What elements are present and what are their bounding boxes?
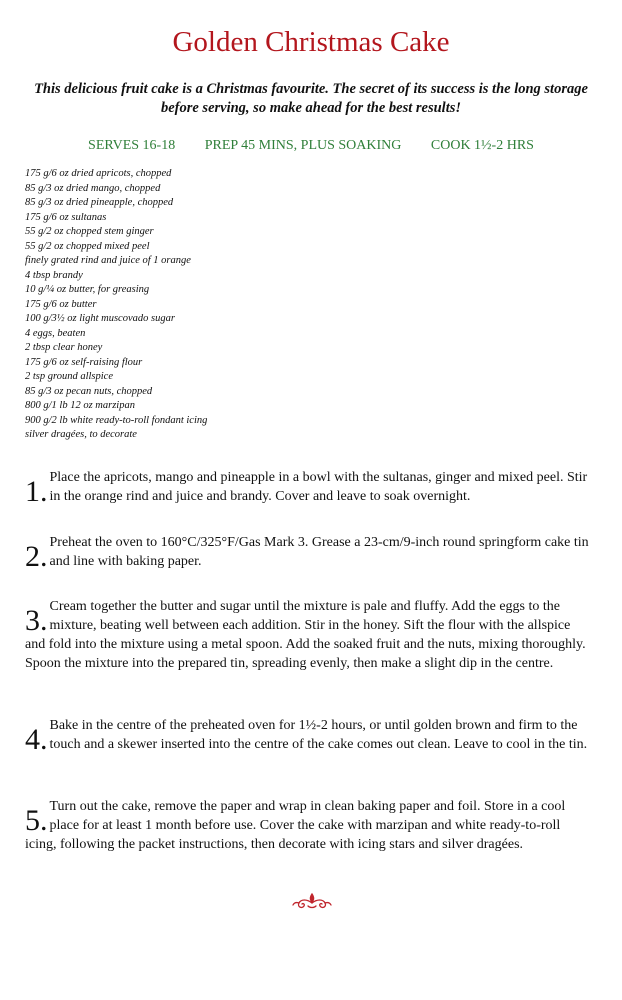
- ingredient-item: 4 eggs, beaten: [25, 327, 86, 339]
- ingredient-item: 175 g/6 oz butter: [25, 298, 97, 310]
- ingredient-item: 175 g/6 oz dried apricots, chopped: [25, 168, 172, 179]
- step-text: Bake in the centre of the preheated oven for 1½-2 hours, or until golden brown and firm to the touch and a skewer inserted into the centre of the cake comes out clean. Leave to cool in the tin.: [49, 718, 588, 752]
- ingredient-item: 85 g/3 oz dried pineapple, chopped: [25, 197, 174, 208]
- step-number: 5.: [25, 804, 48, 837]
- ingredient-item: 85 g/3 oz pecan nuts, chopped: [25, 385, 153, 397]
- recipe-meta: [0, 138, 622, 154]
- ingredient-item: finely grated rind and juice of 1 orange: [25, 255, 191, 266]
- step-number: 4.: [25, 723, 48, 756]
- ingredient-item: 2 tbsp clear honey: [25, 342, 103, 353]
- recipe-title: Golden Christmas Cake: [172, 26, 450, 58]
- cook-label: COOK 1½-2 HRS: [430, 138, 534, 153]
- step-text: Preheat the oven to 160°C/325°F/Gas Mark 3. Grease a 23-cm/9-inch round springform cake tin and line with baking paper.: [49, 535, 589, 569]
- step-number: 2.: [25, 540, 48, 573]
- serves-label: SERVES 16-18: [88, 138, 176, 153]
- ingredient-item: 85 g/3 oz dried mango, chopped: [25, 182, 161, 194]
- step-text: Place the apricots, mango and pineapple in a bowl with the sultanas, ginger and mixed peel. Stir in the orange rind and juice and brandy. Cover and leave to soak overnight.: [49, 470, 588, 504]
- method-step-5: [25, 797, 593, 854]
- step-text: Cream together the butter and sugar until the mixture is pale and fluffy. Add the eggs to the mixture, beating well between each addition. Stir in the honey. Sift the flour with the allspice and fold into the mixture using a metal spoon. Add the soaked fruit and the nuts, mixing thoroughly. Spoon the mixture into the prepared tin, spreading evenly, then make a slight dip in the centre.: [25, 599, 586, 671]
- method-step-3: [25, 597, 593, 673]
- method-step-1: [25, 468, 593, 506]
- ingredients-list: [25, 167, 207, 443]
- ingredient-item: 2 tsp ground allspice: [25, 371, 113, 382]
- step-number: 3.: [25, 604, 48, 637]
- method-step-2: [25, 533, 593, 571]
- ingredient-item: silver dragées, to decorate: [25, 429, 137, 440]
- flourish-ornament-icon: [291, 891, 333, 911]
- ingredient-item: 175 g/6 oz self-raising flour: [25, 356, 143, 368]
- prep-label: PREP 45 MINS, PLUS SOAKING: [204, 138, 402, 153]
- step-text: Turn out the cake, remove the paper and wrap in clean baking paper and foil. Store in a cool place for at least 1 month before use. Cover the cake with marzipan and white ready-to-roll icing, following the packet instructions, then decorate with icing stars and silver dragées.: [25, 799, 566, 852]
- ingredient-item: 55 g/2 oz chopped stem ginger: [25, 226, 154, 237]
- ingredient-item: 100 g/3½ oz light muscovado sugar: [25, 313, 175, 324]
- step-number: 1.: [25, 475, 48, 508]
- ingredient-item: 800 g/1 lb 12 oz marzipan: [25, 400, 135, 411]
- ingredient-item: 175 g/6 oz sultanas: [25, 211, 107, 223]
- recipe-intro: This delicious fruit cake is a Christmas favourite. The secret of its success is the long storage before serving, so make ahead for the best results!: [34, 81, 588, 116]
- ingredient-item: 10 g/¼ oz butter, for greasing: [25, 284, 150, 295]
- ingredient-item: 4 tbsp brandy: [25, 269, 83, 281]
- method-step-4: [25, 716, 593, 754]
- ingredient-item: 55 g/2 oz chopped mixed peel: [25, 240, 150, 252]
- ingredient-item: 900 g/2 lb white ready-to-roll fondant icing: [25, 414, 208, 426]
